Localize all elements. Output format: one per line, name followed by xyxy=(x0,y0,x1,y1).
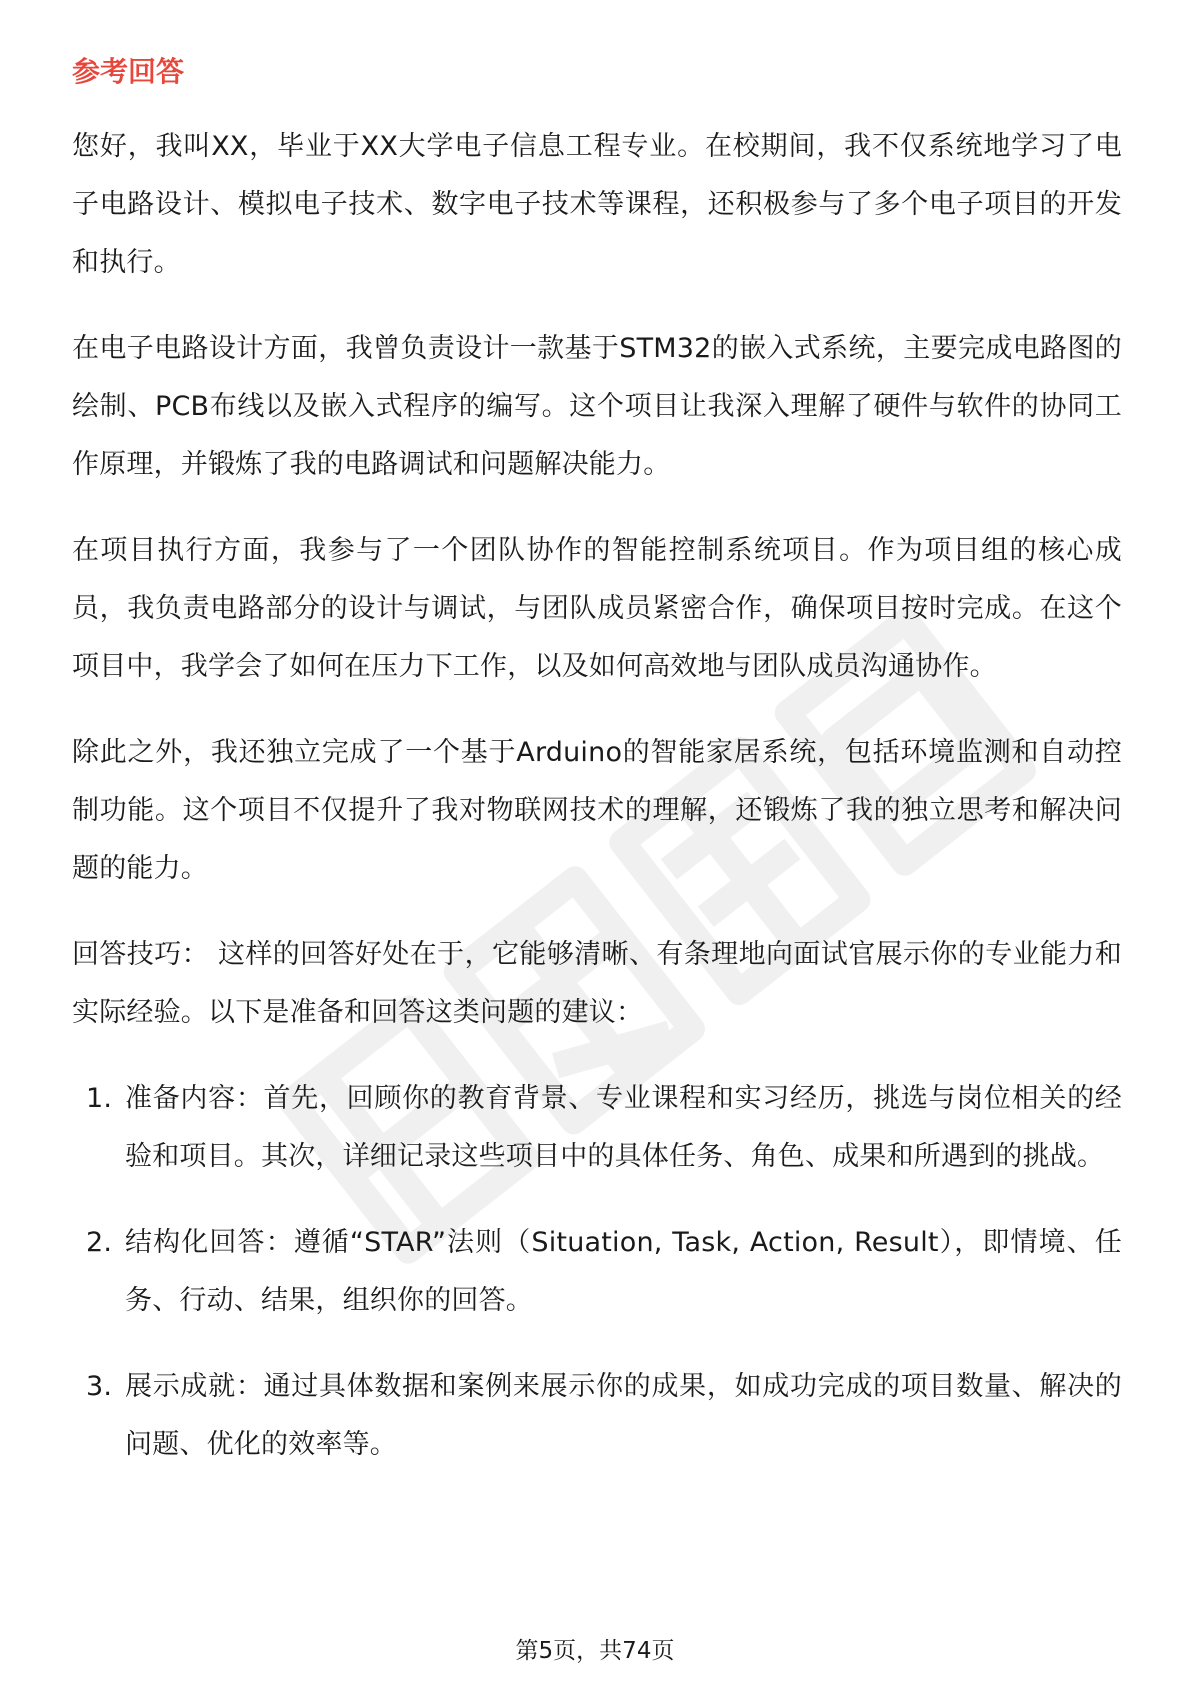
list-item-text: 结构化回答：遵循“STAR”法则（Situation, Task, Action, Result），即情境、任务、行动、结果，组织你的回答。 xyxy=(125,1227,1122,1316)
paragraph-circuit-design: 在电子电路设计方面，我曾负责设计一款基于STM32的嵌入式系统，主要完成电路图的绘制、PCB布线以及嵌入式程序的编写。这个项目让我深入理解了硬件与软件的协同工作原理，并锻炼了我的电路调试和问题解决能力。 xyxy=(72,333,1122,480)
list-item xyxy=(72,1070,1122,1186)
paragraph-independent-project: 除此之外，我还独立完成了一个基于Arduino的智能家居系统，包括环境监测和自动控制功能。这个项目不仅提升了我对物联网技术的理解，还锻炼了我的独立思考和解决问题的能力。 xyxy=(72,737,1122,884)
list-item-number: 3. xyxy=(86,1371,113,1402)
list-item-text: 准备内容：首先，回顾你的教育背景、专业课程和实习经历，挑选与岗位相关的经验和项目。其次，详细记录这些项目中的具体任务、角色、成果和所遇到的挑战。 xyxy=(125,1083,1122,1172)
list-item xyxy=(72,1358,1122,1474)
list-item-text: 展示成就：通过具体数据和案例来展示你的成果，如成功完成的项目数量、解决的问题、优化的效率等。 xyxy=(125,1371,1122,1460)
list-item xyxy=(72,1214,1122,1330)
page-number-footer: 第5页，共74页 xyxy=(515,1638,675,1664)
section-heading: 参考回答 xyxy=(72,55,185,88)
paragraph-project-execution: 在项目执行方面，我参与了一个团队协作的智能控制系统项目。作为项目组的核心成员，我负责电路部分的设计与调试，与团队成员紧密合作，确保项目按时完成。在这个项目中，我学会了如何在压力下工作，以及如何高效地与团队成员沟通协作。 xyxy=(72,535,1122,682)
list-item-number: 1. xyxy=(86,1083,113,1114)
tips-list xyxy=(72,1070,1122,1474)
paragraph-answer-tips: 回答技巧： 这样的回答好处在于，它能够清晰、有条理地向面试官展示你的专业能力和实际经验。以下是准备和回答这类问题的建议： xyxy=(72,939,1122,1028)
answer-body xyxy=(72,118,1122,1502)
list-item-number: 2. xyxy=(86,1227,113,1258)
paragraph-intro: 您好，我叫XX，毕业于XX大学电子信息工程专业。在校期间，我不仅系统地学习了电子电路设计、模拟电子技术、数字电子技术等课程，还积极参与了多个电子项目的开发和执行。 xyxy=(72,131,1122,278)
